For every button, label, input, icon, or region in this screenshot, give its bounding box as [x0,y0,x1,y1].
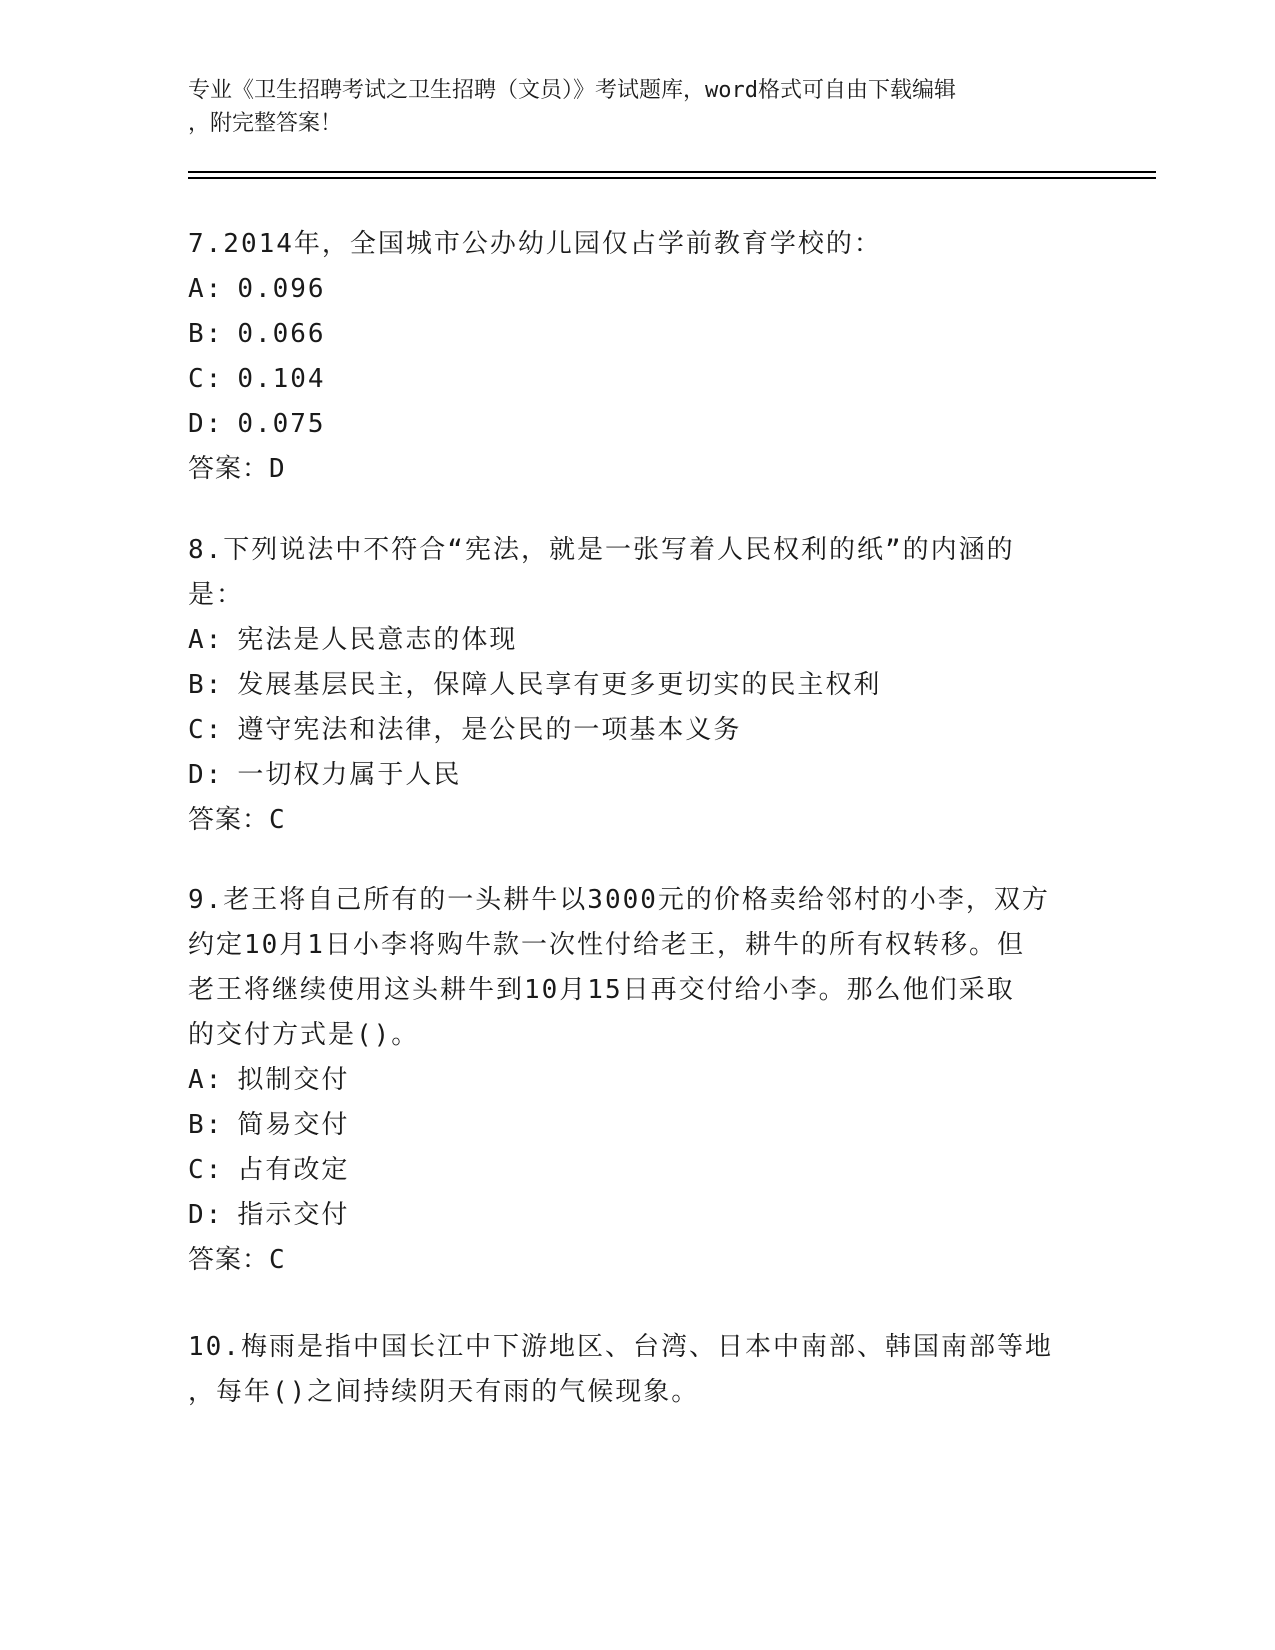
option-label: A: [188,1065,224,1095]
answer-label: 答案： [188,805,270,835]
option-text: 一切权力属于人民 [237,760,462,790]
option-label: B: [188,319,224,349]
question-stem-line: 7.2014年，全国城市公办幼儿园仅占学前教育学校的： [188,229,882,259]
option-label: C: [188,715,224,745]
header-rule-top [188,171,1156,173]
question-stem-line: 8.下列说法中不符合“宪法，就是一张写着人民权利的纸”的内涵的 [188,535,1015,565]
option-text: 占有改定 [237,1155,350,1185]
option-text: 0.066 [237,319,326,349]
header-rule-bottom [188,177,1156,179]
option-label: A: [188,625,224,655]
option-a [188,1058,1078,1103]
option-d [188,1193,1078,1238]
question-stem-line: ，每年()之间持续阴天有雨的气候现象。 [188,1377,700,1407]
option-text: 遵守宪法和法律，是公民的一项基本义务 [237,715,742,745]
question-9 [188,878,1078,1283]
option-text: 拟制交付 [237,1065,350,1095]
option-text: 简易交付 [237,1110,350,1140]
option-label: D: [188,409,224,439]
option-c [188,1148,1078,1193]
answer-label: 答案： [188,454,270,484]
option-label: A: [188,274,224,304]
question-stem-line: 10.梅雨是指中国长江中下游地区、台湾、日本中南部、韩国南部等地 [188,1332,1053,1362]
option-label: C: [188,364,224,394]
option-d [188,753,1078,798]
option-label: B: [188,670,224,700]
option-text: 0.096 [237,274,326,304]
option-c [188,708,1078,753]
question-8 [188,528,1078,843]
option-text: 指示交付 [237,1200,350,1230]
option-text: 0.104 [237,364,326,394]
question-stem-line: 是： [188,580,245,610]
option-text: 发展基层民主，保障人民享有更多更切实的民主权利 [237,670,882,700]
answer [188,1238,1078,1283]
question-10 [188,1325,1078,1415]
answer [188,447,1078,492]
option-text: 宪法是人民意志的体现 [237,625,518,655]
option-label: D: [188,760,224,790]
option-text: 0.075 [237,409,326,439]
question-stem-line: 的交付方式是()。 [188,1020,420,1050]
option-b [188,1103,1078,1148]
question-stem-line: 9.老王将自己所有的一头耕牛以3000元的价格卖给邻村的小李，双方 [188,885,1050,915]
answer [188,798,1078,843]
option-c [188,357,1078,402]
question-7 [188,222,1078,492]
document-header [188,74,1068,140]
answer-value: D [269,454,286,484]
answer-value: C [269,805,286,835]
option-b [188,663,1078,708]
option-label: C: [188,1155,224,1185]
question-stem-line: 老王将继续使用这头耕牛到10月15日再交付给小李。那么他们采取 [188,975,1015,1005]
answer-value: C [269,1245,286,1275]
header-line-1: 专业《卫生招聘考试之卫生招聘（文员）》考试题库，word格式可自由下载编辑 [188,78,956,103]
answer-label: 答案： [188,1245,270,1275]
option-a [188,618,1078,663]
option-a [188,267,1078,312]
option-label: D: [188,1200,224,1230]
header-line-2: ，附完整答案！ [188,111,343,136]
option-b [188,312,1078,357]
option-label: B: [188,1110,224,1140]
option-d [188,402,1078,447]
question-stem-line: 约定10月1日小李将购牛款一次性付给老王，耕牛的所有权转移。但 [188,930,1025,960]
